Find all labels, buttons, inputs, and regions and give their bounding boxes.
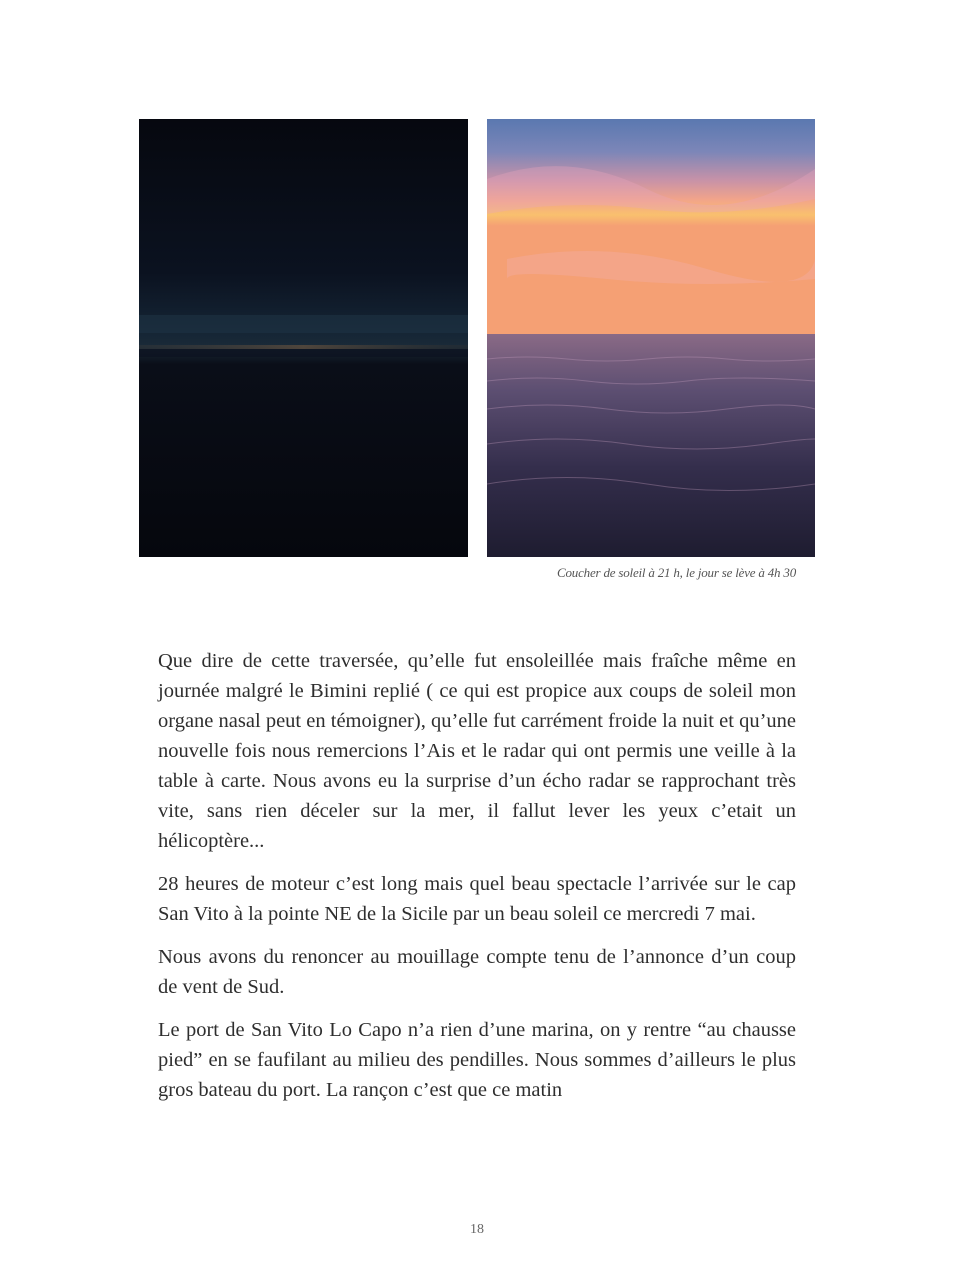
body-text <box>158 646 796 1118</box>
photo-caption: Coucher de soleil à 21 h, le jour se lève à 4h 30 <box>557 565 796 580</box>
paragraph: Nous avons du renoncer au mouillage compte tenu de l’annonce d’un coup de vent de Sud. <box>158 946 796 998</box>
night-horizon-photo <box>139 119 468 557</box>
paragraph: Le port de San Vito Lo Capo n’a rien d’une marina, on y rentre “au chausse pied” en se faufilant au milieu des pendilles. Nous sommes d’ailleurs le plus gros bateau du port. La rançon c’est que ce matin <box>158 1019 796 1101</box>
page-number: 18 <box>470 1222 484 1237</box>
paragraph: 28 heures de moteur c’est long mais quel beau spectacle l’arrivée sur le cap San Vito à la pointe NE de la Sicile par un beau soleil ce mercredi 7 mai. <box>158 873 796 925</box>
night-horizon-image <box>139 119 468 557</box>
paragraph: Que dire de cette traversée, qu’elle fut ensoleillée mais fraîche même en journée malgré le Bimini replié ( ce qui est propice aux coups de soleil mon organe nasal peut en témoigner), qu’elle fut carrément froide la nuit et qu’une nouvelle fois nous remercions l’Ais et le radar qui ont permis une veille à la table à carte. Nous avons eu la surprise d’un écho radar se rapprochant très vite, sans rien déceler sur la mer, il fallut lever les yeux c’etait un hélicoptère... <box>158 650 796 852</box>
sunset-sea-image <box>487 119 815 557</box>
sunset-sea-photo <box>487 119 815 557</box>
